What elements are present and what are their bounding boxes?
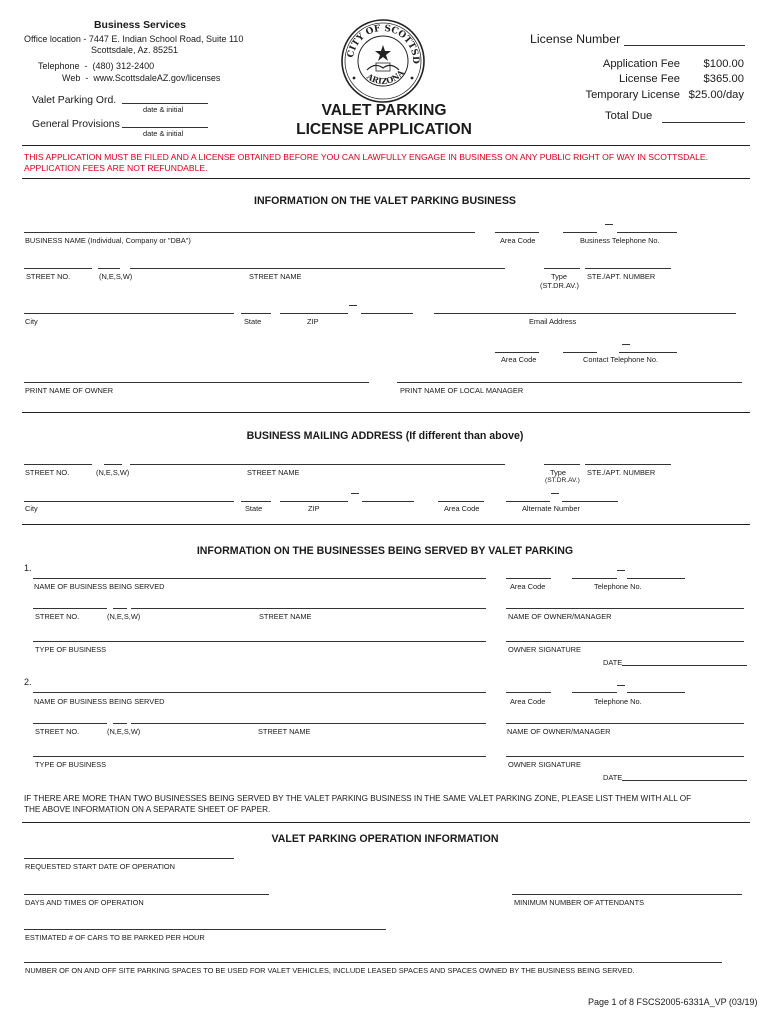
license-fee-label: License Fee (619, 73, 680, 85)
application-fee-label: Application Fee (602, 58, 680, 70)
mail-zip-caption: ZIP (308, 504, 320, 513)
served-direction-caption-2: (N,E,S,W) (107, 727, 141, 736)
temp-license-label: Temporary License (585, 89, 680, 101)
date-initial-caption-2: date & initial (143, 129, 184, 138)
served-owner-manager-field-2[interactable] (506, 723, 744, 724)
section-operation-info-heading: VALET PARKING OPERATION INFORMATION (271, 833, 499, 845)
notice-divider (22, 178, 750, 179)
mail-ste-apt-field[interactable] (585, 464, 671, 465)
served-name-caption-2: NAME OF BUSINESS BEING SERVED (34, 697, 165, 706)
served-type-field-1[interactable] (33, 641, 486, 642)
ste-apt-field[interactable] (585, 268, 671, 269)
mail-street-name-caption: STREET NAME (247, 468, 300, 477)
general-provisions-label: General Provisions (32, 119, 120, 130)
notice-line2: APPLICATION FEES ARE NOT REFUNDABLE. (24, 163, 208, 173)
street-no-field[interactable] (24, 268, 92, 269)
owner-name-field[interactable] (24, 382, 369, 383)
section1-divider (22, 412, 750, 413)
mail-area-code-field[interactable] (438, 501, 484, 502)
business-tel-caption: Business Telephone No. (580, 236, 660, 245)
street-type-field[interactable] (544, 268, 580, 269)
served-date-caption-2: DATE (603, 773, 623, 782)
office-address-line2: Scottsdale, Az. 85251 (91, 45, 179, 55)
office-label: Office location - 7447 E. Indian School Road, Suite 110 (24, 34, 244, 44)
temp-license-value: $25.00/day (688, 89, 744, 101)
served-tel-caption-2: Telephone No. (594, 697, 642, 706)
served-direction-field-2[interactable] (113, 723, 127, 724)
est-cars-caption: ESTIMATED # OF CARS TO BE PARKED PER HOUR (25, 933, 205, 942)
mail-zip-field[interactable] (280, 501, 348, 502)
svg-text:ARIZONA: ARIZONA (365, 67, 406, 86)
direction-caption: (N,E,S,W) (99, 272, 133, 281)
more-businesses-note-line2: THE ABOVE INFORMATION ON A SEPARATE SHEET OF PAPER. (24, 805, 271, 814)
mail-ste-apt-caption: STE./APT. NUMBER (587, 468, 656, 477)
contact-area-code-caption: Area Code (501, 355, 537, 364)
street-name-caption: STREET NAME (249, 272, 302, 281)
contact-tel-prefix-field[interactable] (563, 352, 597, 353)
served-tel-dash-2 (617, 685, 625, 686)
svg-text:CITY OF SCOTTSDALE: CITY OF SCOTTSD (346, 23, 421, 64)
start-date-caption: REQUESTED START DATE OF OPERATION (25, 862, 176, 871)
state-field[interactable] (241, 313, 271, 314)
telephone-value: (480) 312-2400 (92, 61, 155, 71)
area-code-field[interactable] (495, 232, 539, 233)
parking-spaces-caption: NUMBER OF ON AND OFF SITE PARKING SPACES TO BE USED FOR VALET VEHICLES, INCLUDE LEASED SPACES AND SPACES OWNED BY THE BUSINESS BEING SERVED. (25, 966, 635, 975)
license-number-line[interactable] (624, 45, 745, 46)
served-tel-prefix-field-1[interactable] (572, 578, 617, 579)
total-due-line[interactable] (662, 122, 745, 123)
served-tel-field-1[interactable] (627, 578, 685, 579)
zip-field[interactable] (280, 313, 348, 314)
valet-ord-label: Valet Parking Ord. (32, 95, 117, 106)
mail-state-field[interactable] (241, 501, 271, 502)
served-direction-caption-1: (N,E,S,W) (107, 612, 141, 621)
alt-number-field[interactable] (562, 501, 618, 502)
alt-number-dash (551, 493, 559, 494)
served-signature-field-1[interactable] (506, 641, 744, 642)
business-number-2: 2. (24, 677, 32, 687)
served-street-name-field-2[interactable] (131, 723, 486, 724)
mail-area-code-caption: Area Code (444, 504, 480, 513)
direction-field[interactable] (98, 268, 120, 269)
application-fee-value: $100.00 (703, 58, 744, 70)
mail-street-name-field[interactable] (130, 464, 505, 465)
header-divider (22, 145, 750, 146)
more-businesses-note-line1: IF THERE ARE MORE THAN TWO BUSINESSES BEING SERVED BY THE VALET PARKING BUSINESS IN THE SAME VALET PARKING ZONE, PLEASE LIST THEM WITH ALL OF (24, 794, 692, 803)
street-type-subcaption: (ST.DR.AV.) (540, 281, 580, 290)
served-area-code-field-2[interactable] (506, 692, 551, 693)
mail-zip-ext-field[interactable] (362, 501, 414, 502)
web-value: www.ScottsdaleAZ.gov/licenses (93, 73, 221, 83)
city-field[interactable] (24, 313, 234, 314)
page-footer: Page 1 of 8 FSCS2005-6331A_VP (03/19) (588, 997, 758, 1007)
served-street-no-caption-2: STREET NO. (35, 727, 80, 736)
served-street-name-caption-2: STREET NAME (258, 727, 311, 736)
mail-street-no-field[interactable] (24, 464, 92, 465)
mail-street-type-caption: Type (550, 468, 567, 477)
email-caption: Email Address (529, 317, 577, 326)
served-type-field-2[interactable] (33, 756, 486, 757)
alt-number-prefix-field[interactable] (506, 501, 550, 502)
section2-divider (22, 524, 750, 525)
city-seal-logo (340, 18, 426, 104)
served-type-caption-2: TYPE OF BUSINESS (35, 760, 107, 769)
served-street-no-caption-1: STREET NO. (35, 612, 80, 621)
section-mailing-address-heading: BUSINESS MAILING ADDRESS (If different than above) (246, 430, 524, 442)
served-owner-manager-caption-2: NAME OF OWNER/MANAGER (507, 727, 611, 736)
contact-area-code-field[interactable] (495, 352, 539, 353)
business-tel-prefix-field[interactable] (563, 232, 597, 233)
parking-spaces-field[interactable] (24, 962, 722, 963)
telephone-line: Telephone - (480) 312-2400 (38, 61, 155, 71)
city-caption: City (25, 317, 38, 326)
license-fee-value: $365.00 (703, 73, 744, 85)
mail-state-caption: State (245, 504, 263, 513)
total-due-label: Total Due (605, 110, 653, 122)
days-times-field[interactable] (24, 894, 269, 895)
min-attendants-field[interactable] (512, 894, 742, 895)
tel-dash (605, 224, 613, 225)
est-cars-field[interactable] (24, 929, 386, 930)
served-tel-prefix-field-2[interactable] (572, 692, 617, 693)
mail-street-type-field[interactable] (544, 464, 580, 465)
served-name-caption-1: NAME OF BUSINESS BEING SERVED (34, 582, 165, 591)
served-tel-dash-1 (617, 570, 625, 571)
served-signature-caption-2: OWNER SIGNATURE (508, 760, 581, 769)
owner-name-caption: PRINT NAME OF OWNER (25, 386, 114, 395)
min-attendants-caption: MINIMUM NUMBER OF ATTENDANTS (514, 898, 645, 907)
days-times-caption: DAYS AND TIMES OF OPERATION (25, 898, 144, 907)
web-line: Web - www.ScottsdaleAZ.gov/licenses (62, 73, 221, 83)
served-owner-manager-caption-1: NAME OF OWNER/MANAGER (508, 612, 612, 621)
contact-tel-dash (622, 344, 630, 345)
form-title-line2: LICENSE APPLICATION (296, 121, 472, 138)
license-number-label: License Number (530, 32, 621, 46)
business-name-field[interactable] (24, 232, 475, 233)
zip-dash (349, 305, 357, 306)
served-signature-caption-1: OWNER SIGNATURE (508, 645, 581, 654)
zip-ext-field[interactable] (361, 313, 413, 314)
state-caption: State (244, 317, 262, 326)
served-tel-caption-1: Telephone No. (594, 582, 642, 591)
contact-tel-caption: Contact Telephone No. (583, 355, 659, 364)
street-no-caption: STREET NO. (26, 272, 71, 281)
served-tel-field-2[interactable] (627, 692, 685, 693)
served-date-field-1[interactable] (622, 665, 747, 666)
dept-name: Business Services (94, 20, 186, 31)
zip-caption: ZIP (307, 317, 319, 326)
office-address: 7447 E. Indian School Road, Suite 110 (88, 34, 244, 44)
served-date-caption-1: DATE (603, 658, 623, 667)
served-area-code-caption-2: Area Code (510, 697, 546, 706)
served-date-field-2[interactable] (622, 780, 747, 781)
served-street-name-field-1[interactable] (131, 608, 486, 609)
served-street-no-field-1[interactable] (33, 608, 107, 609)
served-area-code-caption-1: Area Code (510, 582, 546, 591)
alt-number-caption: Alternate Number (522, 504, 580, 513)
served-owner-manager-field-1[interactable] (506, 608, 744, 609)
manager-name-caption: PRINT NAME OF LOCAL MANAGER (400, 386, 524, 395)
manager-name-field[interactable] (397, 382, 742, 383)
served-area-code-field-1[interactable] (506, 578, 551, 579)
area-code-caption: Area Code (500, 236, 536, 245)
mail-direction-caption: (N,E,S,W) (96, 468, 130, 477)
mail-zip-dash (351, 493, 359, 494)
business-tel-field[interactable] (617, 232, 677, 233)
section3-divider (22, 822, 750, 823)
mail-direction-field[interactable] (104, 464, 122, 465)
served-type-caption-1: TYPE OF BUSINESS (35, 645, 107, 654)
contact-tel-field[interactable] (619, 352, 677, 353)
section-businesses-served-heading: INFORMATION ON THE BUSINESSES BEING SERVED BY VALET PARKING (196, 545, 574, 557)
street-type-caption: Type (551, 272, 568, 281)
served-direction-field-1[interactable] (113, 608, 127, 609)
mail-street-type-subcaption: (ST.DR.AV.) (545, 477, 580, 484)
business-name-caption: BUSINESS NAME (Individual, Company or "DBA") (25, 236, 191, 245)
date-initial-caption: date & initial (143, 105, 184, 114)
mail-city-caption: City (25, 504, 38, 513)
served-signature-field-2[interactable] (506, 756, 744, 757)
valet-ord-line[interactable] (122, 103, 208, 104)
served-street-name-caption-1: STREET NAME (259, 612, 312, 621)
business-number-1: 1. (24, 563, 32, 573)
email-field[interactable] (434, 313, 736, 314)
start-date-field[interactable] (24, 858, 234, 859)
ste-apt-caption: STE./APT. NUMBER (587, 272, 656, 281)
general-provisions-line[interactable] (122, 127, 208, 128)
section-valet-business-heading: INFORMATION ON THE VALET PARKING BUSINESS (254, 195, 516, 207)
street-name-field[interactable] (130, 268, 505, 269)
form-title-line1: VALET PARKING (321, 102, 447, 119)
notice-line1: THIS APPLICATION MUST BE FILED AND A LICENSE OBTAINED BEFORE YOU CAN LAWFULLY ENGAGE IN BUSINESS ON ANY PUBLIC RIGHT OF WAY IN SCOTTSDALE. (24, 152, 708, 162)
served-name-field-2[interactable] (33, 692, 486, 693)
mail-city-field[interactable] (24, 501, 234, 502)
mail-street-no-caption: STREET NO. (25, 468, 70, 477)
served-street-no-field-2[interactable] (33, 723, 107, 724)
served-name-field-1[interactable] (33, 578, 486, 579)
